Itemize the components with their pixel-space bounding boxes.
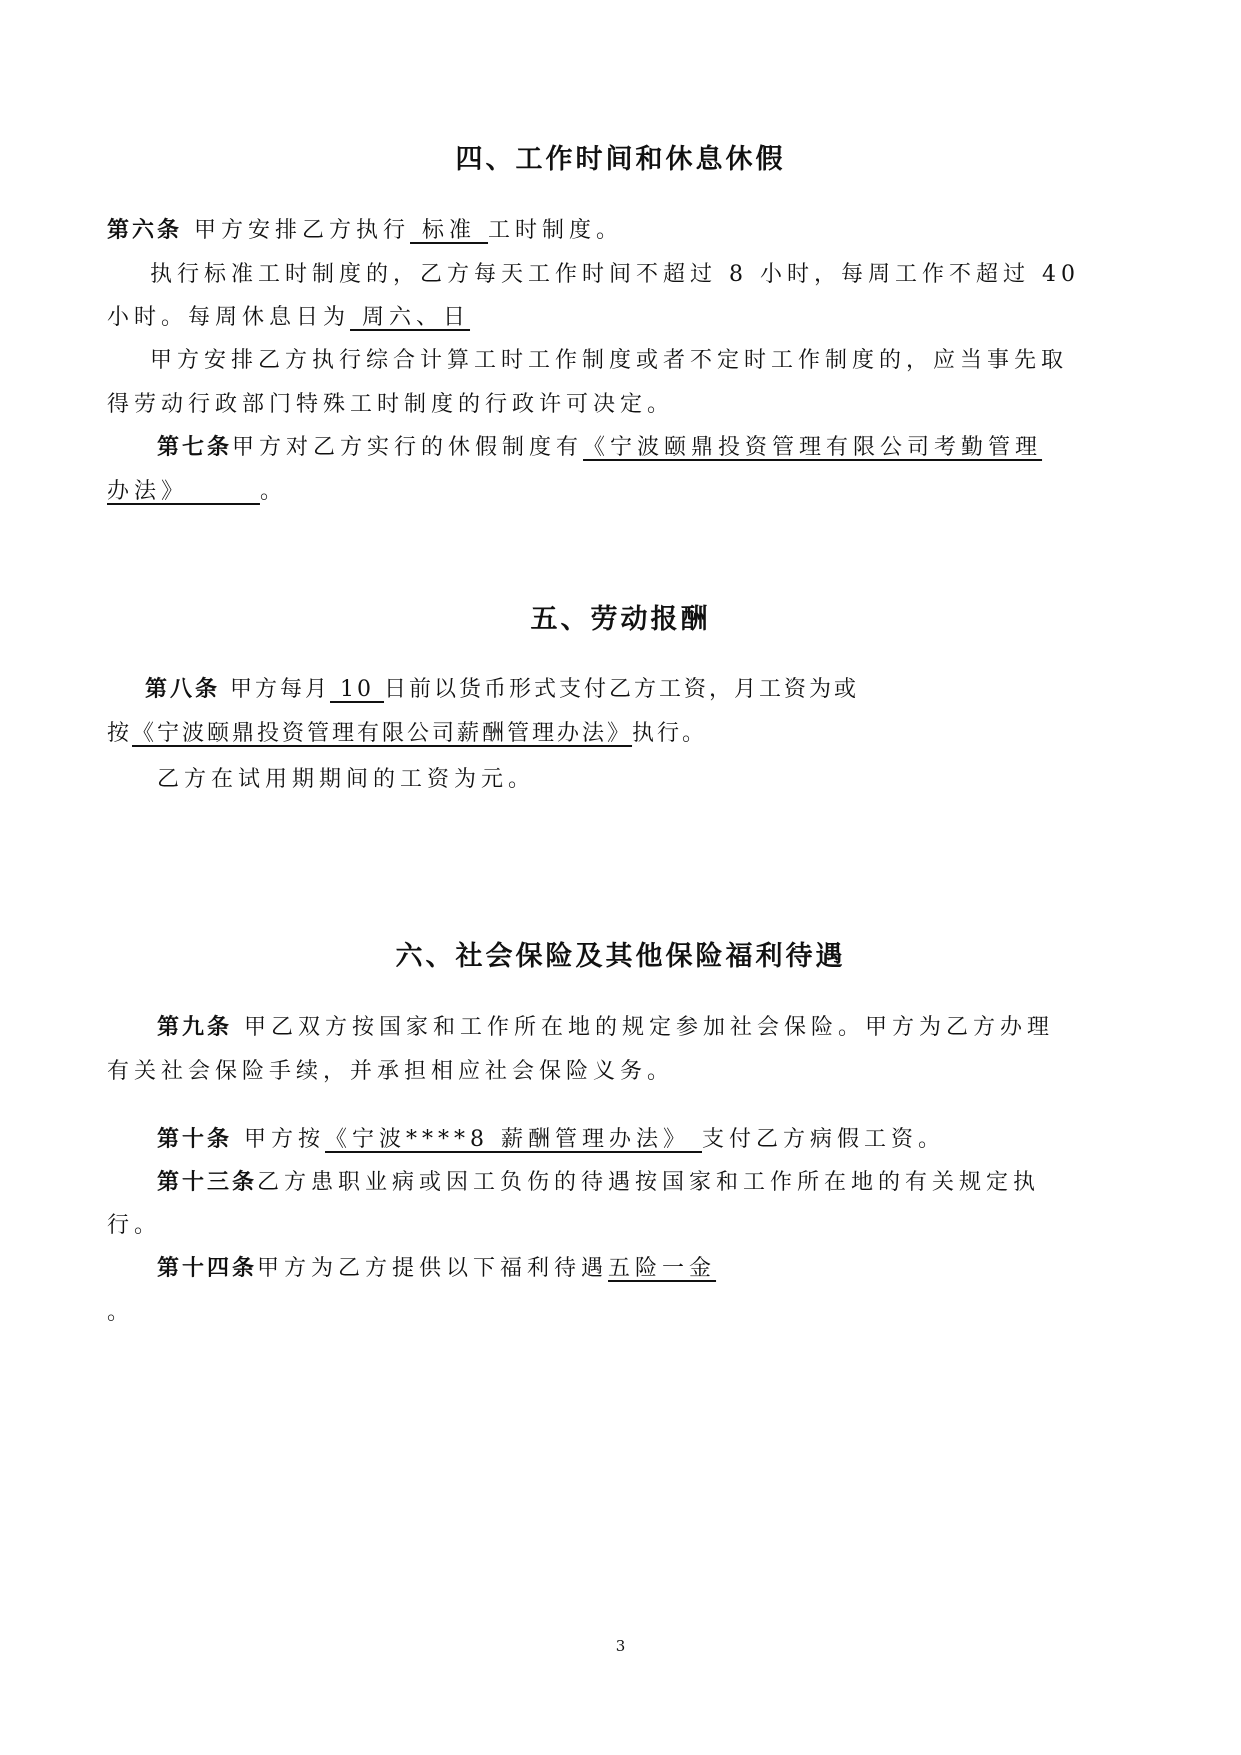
article-7-line-1 bbox=[157, 433, 1042, 463]
section-5-title: 五、劳动报酬 bbox=[530, 604, 711, 635]
section-6-title: 六、社会保险及其他保险福利待遇 bbox=[395, 941, 846, 972]
rest-day-text: 小时。每周休息日为 bbox=[107, 305, 351, 330]
article-8-fill: 10 bbox=[330, 677, 384, 702]
article-9-line-1 bbox=[157, 1013, 1054, 1043]
paragraph-special-hours-line-1: 甲方安排乙方执行综合计算工时工作制度或者不定时工作制度的，应当事先取 bbox=[150, 348, 1069, 373]
article-9-label: 第九条 bbox=[157, 1015, 233, 1040]
article-8-line-2 bbox=[107, 719, 707, 749]
article-10-label: 第十条 bbox=[157, 1127, 233, 1152]
article-13-line-1 bbox=[157, 1168, 1040, 1198]
article-7-end: 。 bbox=[259, 479, 287, 504]
article-6-text-b: 工时制度。 bbox=[488, 218, 624, 243]
probation-wage: 乙方在试用期期间的工资为元。 bbox=[157, 767, 536, 792]
article-9-text: 甲乙双方按国家和工作所在地的规定参加社会保险。甲方为乙方办理 bbox=[232, 1015, 1055, 1040]
article-13-text: 乙方患职业病或因工负伤的待遇按国家和工作所在地的有关规定执 bbox=[257, 1170, 1041, 1195]
article-8-text-a: 甲方每月 bbox=[220, 677, 331, 702]
article-8-label: 第八条 bbox=[145, 677, 221, 702]
rest-day-fill: 周六、日 bbox=[350, 305, 471, 330]
article-14-text: 甲方为乙方提供以下福利待遇 bbox=[257, 1256, 609, 1281]
article-7-fill-1: 《宁波颐鼎投资管理有限公司考勤管理 bbox=[583, 435, 1043, 460]
paragraph-special-hours-line-2: 得劳动行政部门特殊工时制度的行政许可决定。 bbox=[107, 392, 675, 417]
article-9-line-2: 有关社会保险手续，并承担相应社会保险义务。 bbox=[107, 1059, 675, 1084]
article-14-end: 。 bbox=[107, 1300, 135, 1325]
section-4-title: 四、工作时间和休息休假 bbox=[455, 144, 786, 175]
article-8-text-b: 日前以货币形式支付乙方工资，月工资为或 bbox=[384, 677, 860, 702]
article-6-label: 第六条 bbox=[107, 218, 183, 243]
article-14-fill: 五险一金 bbox=[608, 1256, 717, 1281]
article-8-line-2-a: 按 bbox=[107, 721, 133, 746]
article-8-line-2-fill: 《宁波颐鼎投资管理有限公司薪酬管理办法》 bbox=[132, 721, 633, 746]
article-6 bbox=[107, 216, 623, 246]
article-6-text-a: 甲方安排乙方执行 bbox=[182, 218, 411, 243]
article-7-fill-2: 办法》 bbox=[107, 479, 260, 504]
page-number: 3 bbox=[615, 1637, 626, 1655]
article-7-label: 第七条 bbox=[157, 435, 233, 460]
article-7-line-2 bbox=[107, 477, 287, 507]
article-13-line-2: 行。 bbox=[107, 1213, 162, 1238]
article-10 bbox=[157, 1125, 945, 1155]
article-10-fill: 《宁波****8 薪酬管理办法》 bbox=[325, 1127, 702, 1152]
article-6-fill: 标准 bbox=[410, 218, 489, 243]
article-10-text-b: 支付乙方病假工资。 bbox=[702, 1127, 946, 1152]
article-14-label: 第十四条 bbox=[157, 1256, 258, 1281]
article-8-line-1 bbox=[145, 675, 859, 705]
article-10-text-a: 甲方按 bbox=[232, 1127, 326, 1152]
article-7-text: 甲方对乙方实行的休假制度有 bbox=[232, 435, 584, 460]
article-14 bbox=[157, 1254, 716, 1284]
paragraph-standard-hours-line-2 bbox=[107, 303, 470, 333]
article-13-label: 第十三条 bbox=[157, 1170, 258, 1195]
article-8-line-2-b: 执行。 bbox=[632, 721, 708, 746]
paragraph-standard-hours-line-1: 执行标准工时制度的，乙方每天工作时间不超过 8 小时，每周工作不超过 40 bbox=[150, 262, 1080, 287]
